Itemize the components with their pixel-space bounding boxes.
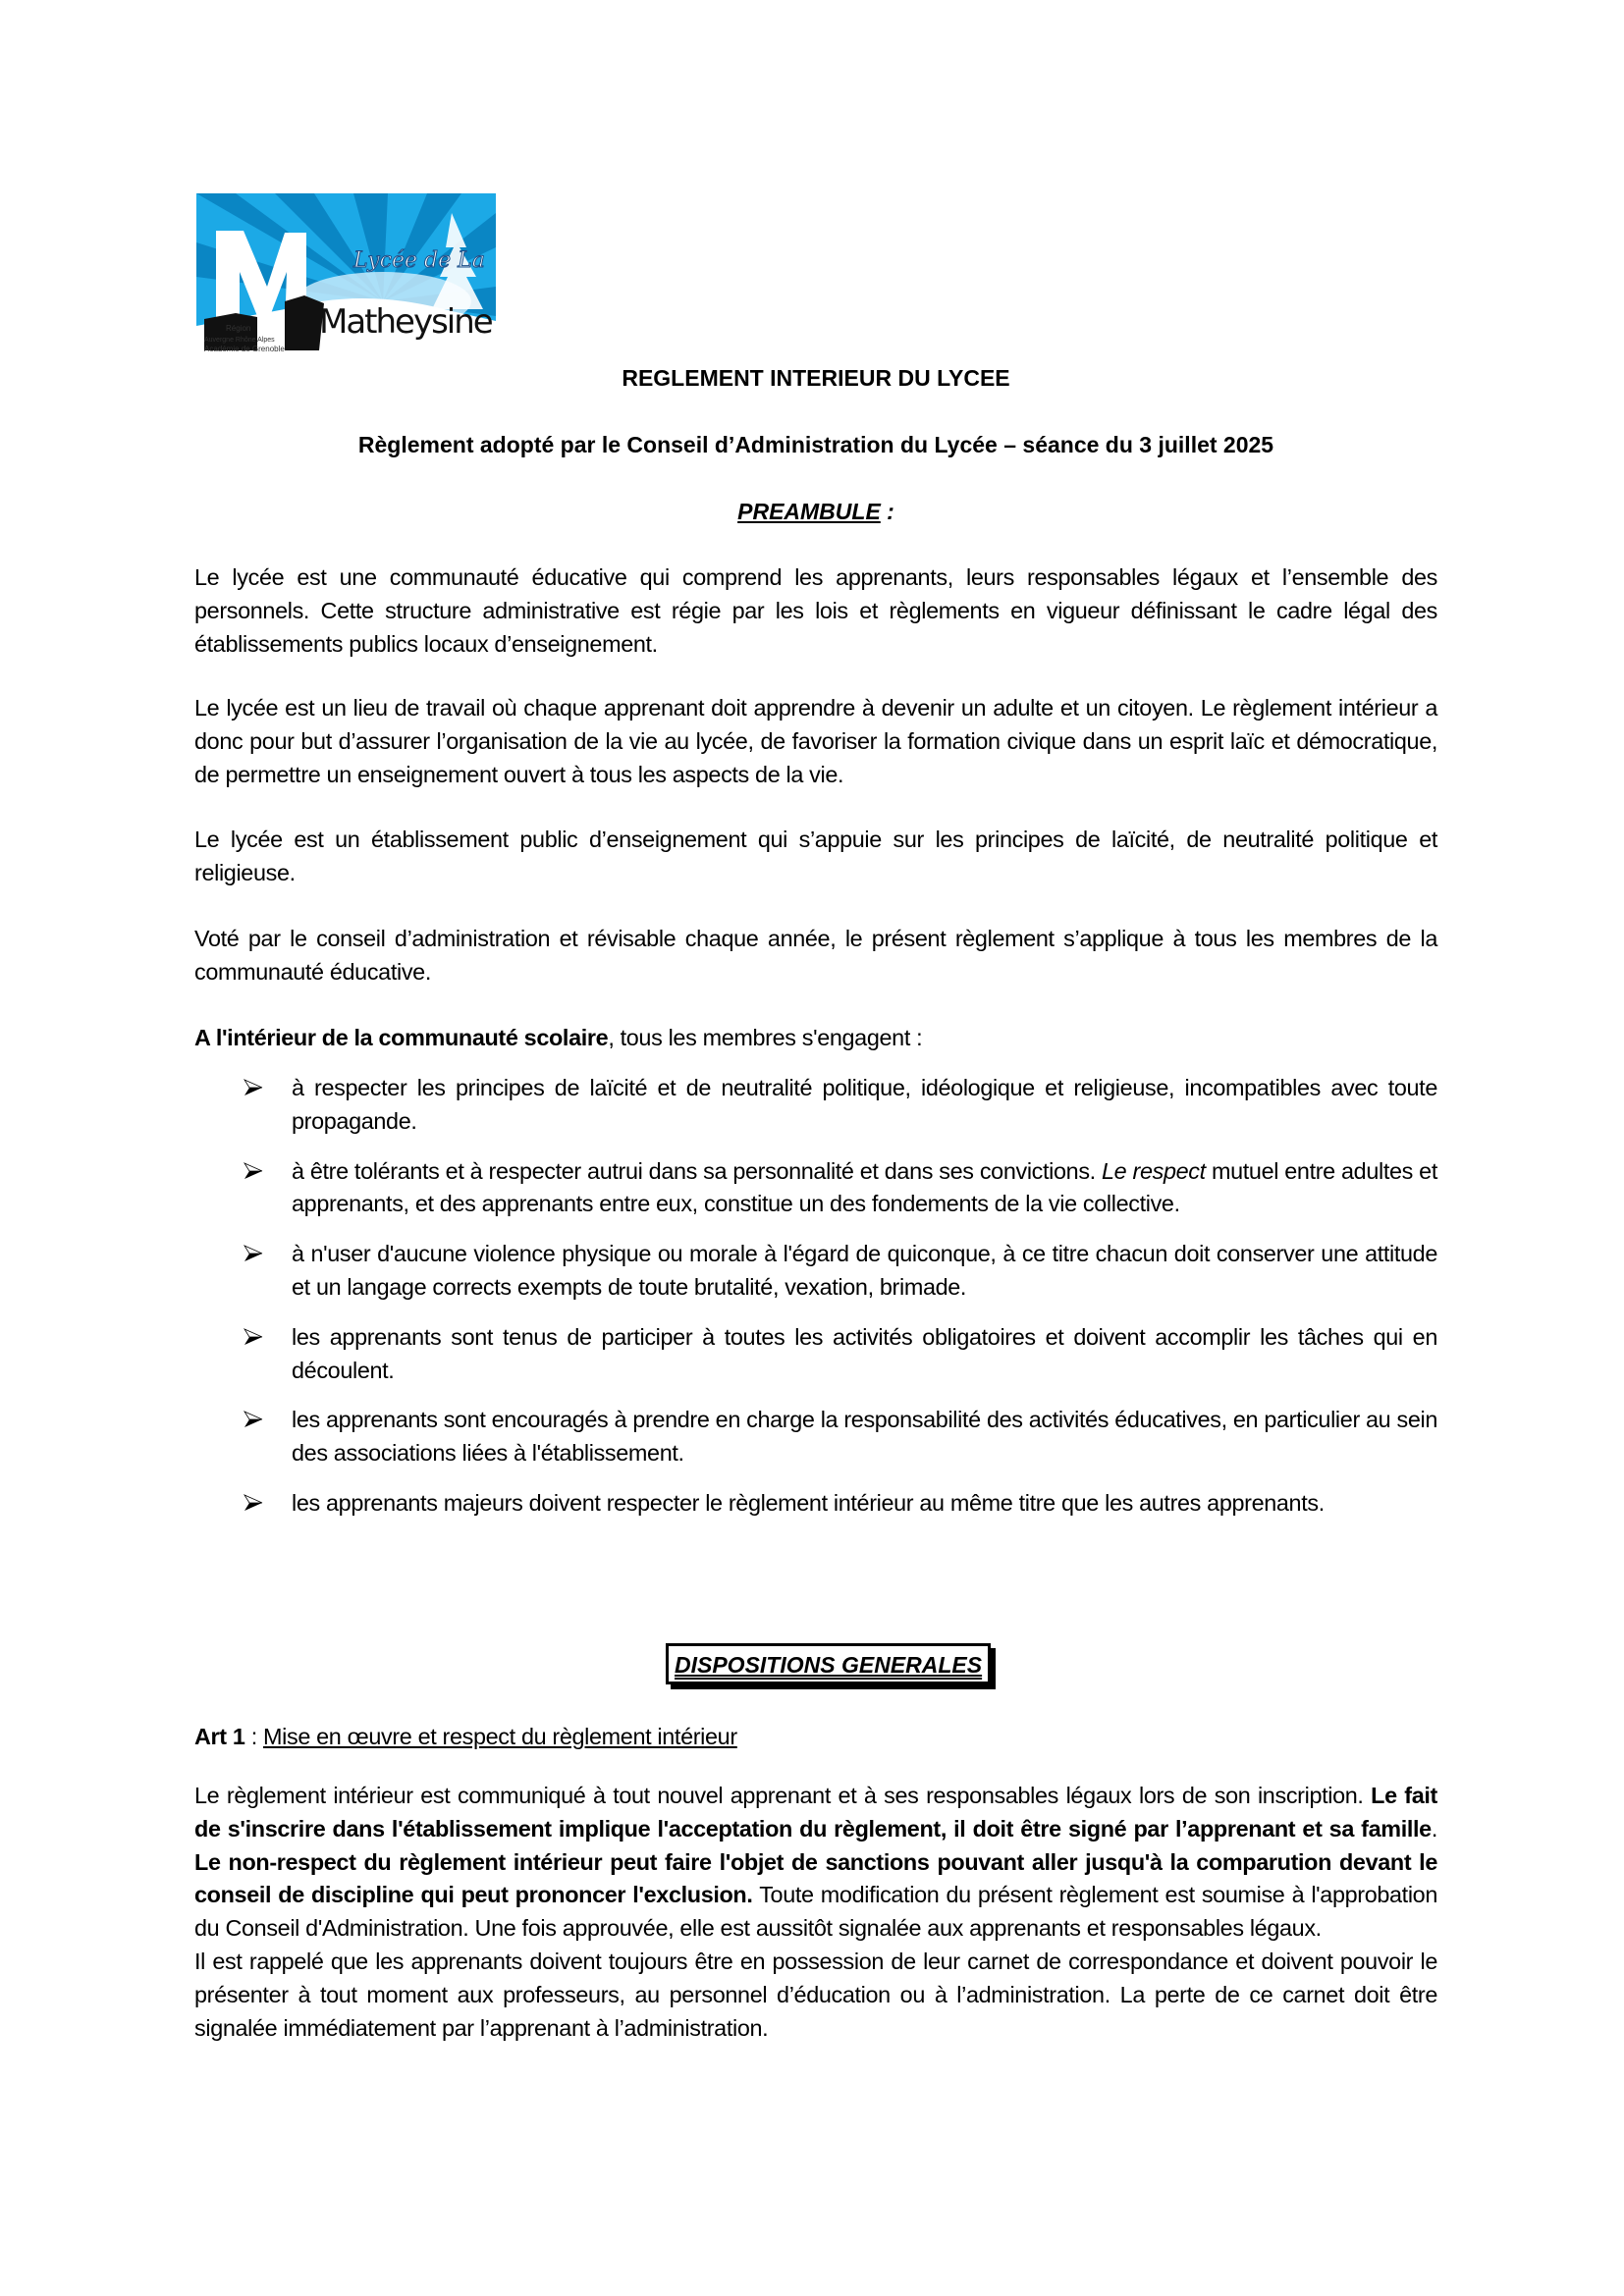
logo-title-bottom: Matheysine: [319, 302, 492, 342]
commitment-list: [194, 1072, 1437, 1537]
article-text-bold: Le non-respect du règlement intérieur peut faire l'objet de sanctions pouvant aller jusqu'à la comparution devant le conseil de discipline qui peut prononcer l'exclusion.: [194, 1848, 1437, 1908]
school-logo: [196, 193, 496, 356]
article-paragraph: [194, 1780, 1437, 1946]
paragraph: Le lycée est un lieu de travail où chaque apprenant doit apprendre à devenir un adulte et un citoyen. Le règlement intérieur a donc pour but d’assurer l’organisation de la vie au lycée, de favoriser la formation civique dans un esprit laïc et démocratique, de permettre un enseignement ouvert à tous les aspects de la vie.: [194, 695, 1437, 787]
commitment-intro: [194, 1022, 1437, 1055]
article-body: [194, 1780, 1437, 2045]
article-label: Art 1: [194, 1724, 245, 1749]
list-item-text: à n'user d'aucune violence physique ou morale à l'égard de quiconque, à ce titre chacun doit conserver une attitude et un langage corrects exempts de toute brutalité, vexation, brimade.: [292, 1241, 1437, 1300]
list-item: [194, 1404, 1437, 1470]
article-text: Toute modification du présent règlement est soumise à l'approbation du Conseil d'Administration. Une fois approuvée, elle est aussitôt signalée aux apprenants et responsables légaux.: [194, 1882, 1437, 1942]
preamble-heading-text: PREAMBULE: [737, 499, 881, 524]
article-text-bold: Le fait de s'inscrire dans l'établissement implique l'acceptation du règlement, il doit être signé par l’apprenant et sa famille: [194, 1783, 1437, 1842]
article-title: Mise en œuvre et respect du règlement intérieur: [263, 1724, 737, 1749]
list-item-text: les apprenants sont encouragés à prendre en charge la responsabilité des activités éducatives, en particulier au sein des associations liées à l'établissement.: [292, 1407, 1438, 1467]
commitment-intro-bold: A l'intérieur de la communauté scolaire: [194, 1025, 609, 1050]
commitment-intro-rest: , tous les membres s'engagent :: [608, 1025, 923, 1050]
list-item: [194, 1321, 1437, 1388]
arrow-bullet-icon: [244, 1079, 263, 1096]
preamble-heading: [194, 499, 1437, 525]
arrow-bullet-icon: [244, 1494, 263, 1512]
arrow-bullet-icon: [244, 1245, 263, 1262]
list-item: [194, 1072, 1437, 1139]
section-heading: [666, 1643, 991, 1684]
logo-region-label: Région: [226, 324, 251, 333]
paragraph: Voté par le conseil d’administration et révisable chaque année, le présent règlement s’applique à tous les membres de la communauté éducative.: [194, 926, 1437, 985]
logo-academy: Académie de Grenoble: [204, 345, 285, 353]
paragraph: Le lycée est une communauté éducative qui comprend les apprenants, leurs responsables légaux et l’ensemble des personnels. Cette structure administrative est régie par les lois et règlements en vigueur définissant le cadre légal des établissements publics locaux d’enseignement.: [194, 564, 1437, 657]
list-item-text: à être tolérants et à respecter autrui dans sa personnalité et dans ses convictions.: [292, 1157, 1103, 1184]
list-item: [194, 1238, 1437, 1305]
list-item-text: à respecter les principes de laïcité et de neutralité politique, idéologique et religieuse, incompatibles avec toute propagande.: [292, 1075, 1437, 1134]
article-heading: [194, 1720, 737, 1753]
logo-region-name: Auvergne Rhône Alpes: [204, 337, 275, 344]
article-separator: :: [244, 1724, 263, 1749]
arrow-bullet-icon: [244, 1328, 263, 1346]
list-item-text-after: mutuel entre adultes et apprenants, et des apprenants entre eux, constitue un des fondements de la vie collective.: [292, 1157, 1437, 1217]
list-item-text: les apprenants sont tenus de participer à toutes les activités obligatoires et doivent accomplir les tâches qui en découlent.: [292, 1323, 1437, 1383]
article-text: .: [1431, 1815, 1437, 1842]
section-heading-text: DISPOSITIONS GENERALES: [675, 1652, 983, 1678]
article-paragraph: Il est rappelé que les apprenants doivent toujours être en possession de leur carnet de correspondance et doivent pouvoir le présenter à tout moment aux professeurs, au personnel d’éducation ou à l’administration. La perte de ce carnet doit être signalée immédiatement par l’apprenant à l’administration.: [194, 1948, 1437, 2041]
list-item-text: les apprenants majeurs doivent respecter le règlement intérieur au même titre que les autres apprenants.: [292, 1489, 1325, 1516]
preamble-heading-colon: :: [880, 499, 894, 524]
logo-title-top: Lycée de La: [353, 248, 485, 273]
paragraph: Le lycée est un établissement public d’enseignement qui s’appuie sur les principes de laïcité, de neutralité politique et religieuse.: [194, 827, 1437, 885]
list-item: [194, 1487, 1437, 1521]
arrow-bullet-icon: [244, 1411, 263, 1428]
arrow-bullet-icon: [244, 1162, 263, 1180]
article-text: Le règlement intérieur est communiqué à tout nouvel apprenant et à ses responsables légaux lors de son inscription.: [194, 1783, 1372, 1808]
logo-image: [196, 193, 496, 356]
list-item-italic: Le respect: [1102, 1157, 1206, 1184]
list-item: [194, 1155, 1437, 1222]
document-subtitle: Règlement adopté par le Conseil d’Administration du Lycée – séance du 3 juillet 2025: [357, 432, 1274, 457]
document-title: REGLEMENT INTERIEUR DU LYCEE: [622, 365, 1010, 391]
